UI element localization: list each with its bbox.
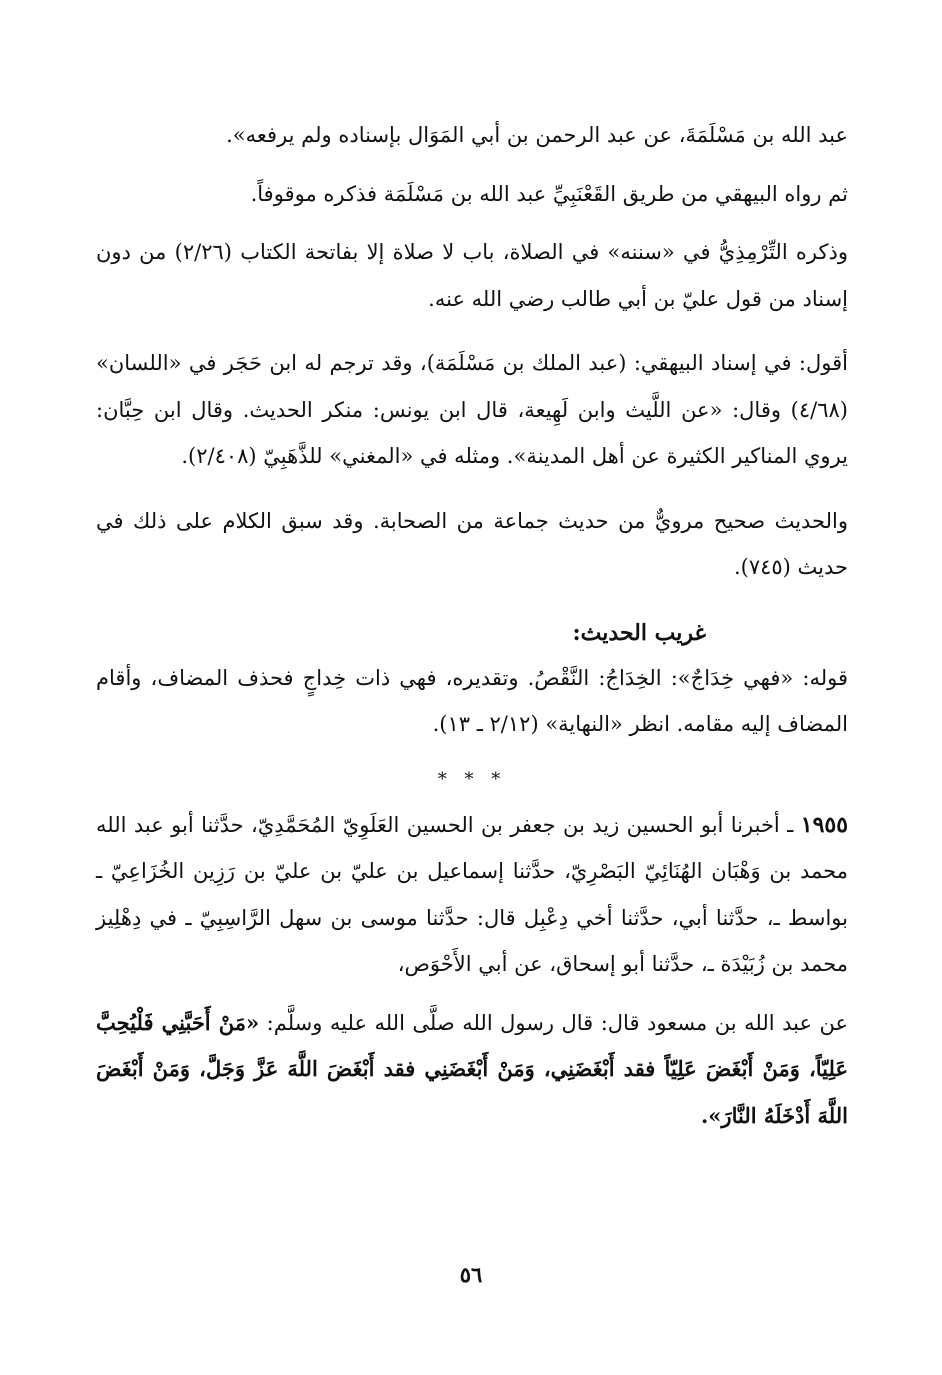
hadith-isnad: [96, 802, 848, 988]
paragraph-gharib: قوله: «فهي خِدَاجٌ»: الخِدَاجُ: النَّقْصُ. وتقديره، فهي ذات خِداجٍ فحذف المضاف، وأقام المضاف إليه مقامه. انظر «النهاية» (٢/١٢ ـ ١٣).: [96, 665, 848, 736]
hadith-number: ١٩٥٥: [800, 811, 849, 838]
hadith-isnad-text: أخبرنا أبو الحسين زيد بن جعفر بن الحسين العَلَوِيّ المُحَمَّدِيّ، حدَّثنا أبو عبد الله محمد بن وَهْبَان الهُنَائِيّ البَصْرِيّ، حدَّثنا إسماعيل بن عليّ بن عليّ بن رَزِين الخُزَاعِيّ ـ بواسط ـ، حدَّثنا أبي، حدَّثنا أخي دِعْبِل قال: حدَّثنا موسى بن سهل الرَّاسِبِيّ ـ في دِهْلِيز محمد بن زُبَيْدَة ـ، حدَّثنا أبو إسحاق، عن أبي الأَحْوَص،: [96, 812, 848, 976]
hadith-matn-text: «مَنْ أَحَبَّنِي فَلْيُحِبَّ عَلِيّاً، وَمَنْ أَبْغَضَ عَلِيّاً فقد أَبْغَضَنِي، وَمَنْ أَبْغَضَنِي فقد أَبْغَضَ اللَّهَ عَزَّ وَجَلَّ، وَمَنْ أَبْغَضَ اللَّهَ أَدْخَلَهُ النَّارَ».: [96, 1009, 848, 1128]
page-number: ٥٦: [459, 1262, 483, 1287]
paragraph-ruling: والحديث صحيح مرويٌّ من حديث جماعة من الصحابة. وقد سبق الكلام على ذلك في حديث (٧٤٥).: [96, 508, 848, 579]
section-heading-gharib: غريب الحديث:: [572, 619, 706, 646]
paragraph-commentary: أقول: في إسناد البيهقي: (عبد الملك بن مَسْلَمَة)، وقد ترجم له ابن حَجَر في «اللسان» (٤/٦٨) وقال: «عن اللَّيث وابن لَهِيعة، قال ابن يونس: منكر الحديث. وقال ابن حِبَّان: يروي المناكير الكثيرة عن أهل المدينة». ومثله في «المغني» للذَّهَبِيّ (٢/٤٠٨).: [96, 351, 848, 468]
hadith-matn: [96, 1000, 848, 1140]
section-separator: * * *: [437, 768, 507, 790]
page-body: [96, 112, 848, 1322]
hadith-matn-intro: عن عبد الله بن مسعود قال: قال رسول الله صلَّى الله عليه وسلَّم:: [259, 1010, 848, 1035]
hadith-number-dash: ـ: [779, 812, 801, 837]
paragraph-isnad-end: عبد الله بن مَسْلَمَةَ، عن عبد الرحمن بن أبي المَوَال بإسناده ولم يرفعه».: [226, 123, 848, 147]
paragraph-bayhaqi: ثم رواه البيهقي من طريق القَعْنَبِيِّ عبد الله بن مَسْلَمَة فذكره موقوفاً.: [250, 181, 848, 206]
paragraph-tirmidhi: وذكره التِّرْمِذِيُّ في «سننه» في الصلاة، باب لا صلاة إلا بفاتحة الكتاب (٢/٢٦) من دون إسناد من قول عليّ بن أبي طالب رضي الله عنه.: [96, 240, 848, 311]
